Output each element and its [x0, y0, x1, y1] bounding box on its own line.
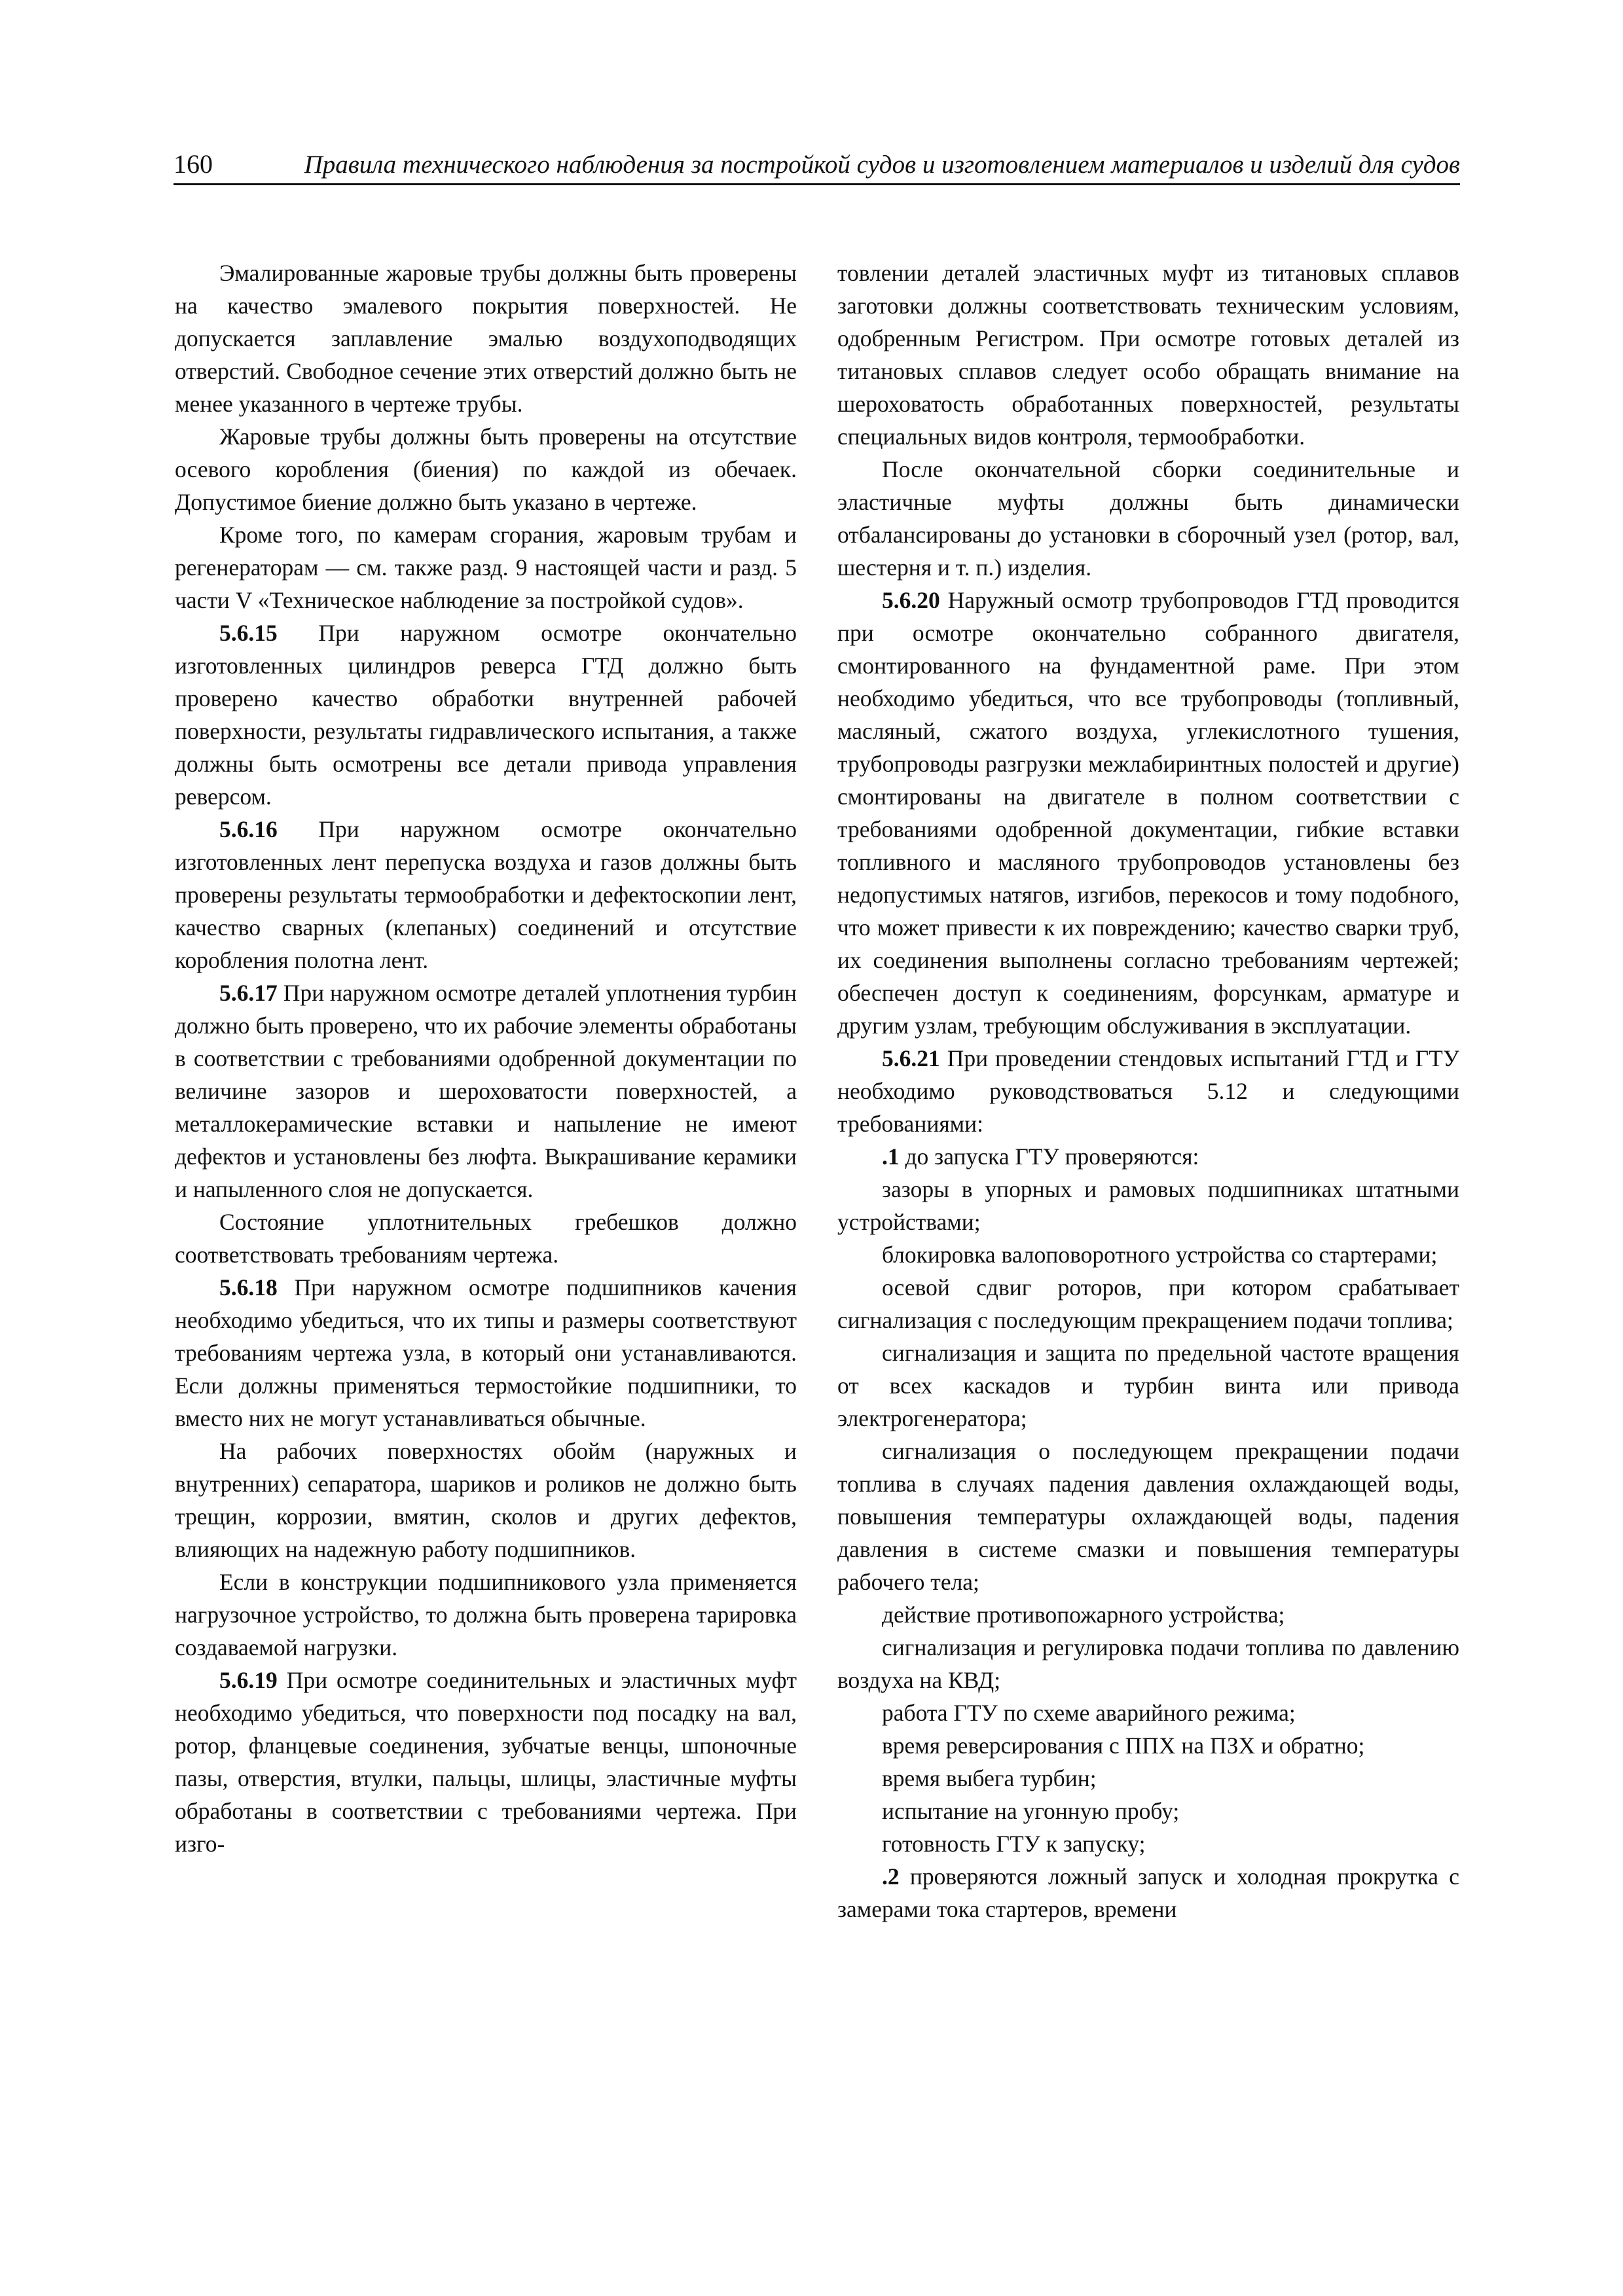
- section-5-6-19: [175, 1664, 797, 1860]
- section-text: При наружном осмотре деталей уплотнения турбин должно быть проверено, что их рабочие элементы обработаны в соответствии с требованиями одобренной документации по величине зазоров и шероховатости поверхностей, а металлокерамические вставки и напыление не имеют дефектов и установлены без люфта. Выкрашивание керамики и напыленного слоя не допускается.: [175, 980, 797, 1202]
- running-title: Правила технического наблюдения за постройкой судов и изготовлением материалов и изделий для судов: [304, 151, 1460, 179]
- check-item: действие противопожарного устройства;: [882, 1602, 1285, 1628]
- paragraph: Если в конструкции подшипникового узла применяется нагрузочное устройство, то должна быть проверена тарировка создаваемой нагрузки.: [175, 1569, 797, 1660]
- paragraph: Состояние уплотнительных гребешков должно соответствовать требованиям чертежа.: [175, 1209, 797, 1268]
- paragraph: Эмалированные жаровые трубы должны быть проверены на качество эмалевого покрытия поверхностей. Не допускается заплавление эмалью воздухоподводящих отверстий. Свободное сечение этих отверстий должно быть не менее указанного в чертеже трубы.: [175, 260, 797, 417]
- section-number: 5.6.15: [219, 620, 278, 646]
- section-text: При наружном осмотре подшипников качения необходимо убедиться, что их типы и размеры соответствуют требованиям чертежа узла, в который они устанавливаются. Если должны применяться термостойкие подшипники, то вместо них не могут устанавливаться обычные.: [175, 1274, 797, 1431]
- paragraph: На рабочих поверхностях обойм (наружных и внутренних) сепаратора, шариков и роликов не должно быть трещин, коррозии, вмятин, сколов и других дефектов, влияющих на надежную работу подшипников.: [175, 1438, 797, 1562]
- section-5-6-20: [837, 584, 1459, 1042]
- item-text: проверяются ложный запуск и холодная прокрутка с замерами тока стартеров, времени: [837, 1863, 1459, 1922]
- section-text: При проведении стендовых испытаний ГТД и ГТУ необходимо руководствоваться 5.12 и следующими требованиями:: [837, 1045, 1459, 1137]
- check-item: испытание на угонную пробу;: [882, 1798, 1180, 1824]
- paragraph: После окончательной сборки соединительные и эластичные муфты должны быть динамически отбалансированы до установки в сборочный узел (ротор, вал, шестерня и т. п.) изделия.: [837, 456, 1459, 581]
- running-header: [173, 140, 1460, 185]
- list-item-1: [837, 1140, 1459, 1173]
- check-item: готовность ГТУ к запуску;: [882, 1831, 1146, 1857]
- section-number: 5.6.18: [219, 1274, 278, 1300]
- check-item: время реверсирования с ППХ на ПЗХ и обратно;: [882, 1732, 1365, 1759]
- check-item: зазоры в упорных и рамовых подшипниках штатными устройствами;: [837, 1176, 1459, 1235]
- section-text: При наружном осмотре окончательно изготовленных цилиндров реверса ГТД должно быть проверено качество обработки внутренней рабочей поверхности, результаты гидравлического испытания, а также должны быть осмотрены все детали привода управления реверсом.: [175, 620, 797, 810]
- section-text: Наружный осмотр трубопроводов ГТД проводится при осмотре окончательно собранного двигателя, смонтированного на фундаментной раме. При этом необходимо убедиться, что все трубопроводы (топливный, масляный, сжатого воздуха, углекислотного тушения, трубопроводы разгрузки межлабиринтных полостей и другие) смонтированы на двигателе в полном соответствии с требованиями одобренной документации, гибкие вставки топливного и масляного трубопроводов установлены без недопустимых натягов, изгибов, перекосов и тому подобного, что может привести к их повреждению; качество сварки труб, их соединения выполнены согласно требованиям чертежей; обеспечен доступ к соединениям, форсункам, арматуре и другим узлам, требующим обслуживания в эксплуатации.: [837, 587, 1459, 1039]
- section-number: 5.6.17: [219, 980, 278, 1006]
- check-item: осевой сдвиг роторов, при котором срабатывает сигнализация с последующим прекращением подачи топлива;: [837, 1274, 1459, 1333]
- item-number: .1: [882, 1143, 900, 1170]
- section-number: 5.6.20: [882, 587, 940, 613]
- section-5-6-15: [175, 617, 797, 813]
- paragraph: Жаровые трубы должны быть проверены на отсутствие осевого коробления (биения) по каждой из обечаек. Допустимое биение должно быть указано в чертеже.: [175, 423, 797, 515]
- section-5-6-18: [175, 1271, 797, 1435]
- section-number: 5.6.21: [882, 1045, 940, 1071]
- check-item: сигнализация о последующем прекращении подачи топлива в случаях падения давления охлаждающей воды, повышения температуры охлаждающей воды, падения давления в системе смазки и повышения температуры рабочего тела;: [837, 1438, 1459, 1595]
- section-number: 5.6.16: [219, 816, 278, 842]
- section-text: При осмотре соединительных и эластичных муфт необходимо убедиться, что поверхности под посадку на вал, ротор, фланцевые соединения, зубчатые венцы, шпоночные пазы, отверстия, втулки, пальцы, шлицы, эластичные муфты обработаны в соответствии с требованиями чертежа. При изго-: [175, 1667, 797, 1857]
- check-item: работа ГТУ по схеме аварийного режима;: [882, 1700, 1296, 1726]
- check-item: сигнализация и защита по предельной частоте вращения от всех каскадов и турбин винта или привода электрогенератора;: [837, 1340, 1459, 1431]
- page-number: 160: [173, 149, 213, 179]
- section-text: При наружном осмотре окончательно изготовленных лент перепуска воздуха и газов должны быть проверены результаты термообработки и дефектоскопии лент, качество сварных (клепаных) соединений и отсутствие коробления полотна лент.: [175, 816, 797, 973]
- item-number: .2: [882, 1863, 900, 1890]
- section-5-6-17: [175, 977, 797, 1206]
- paragraph-continued: товлении деталей эластичных муфт из титановых сплавов заготовки должны соответствовать техническим условиям, одобренным Регистром. При осмотре готовых деталей из титановых сплавов следует особо обращать внимание на шероховатость обработанных поверхностей, результаты специальных видов контроля, термообработки.: [837, 260, 1459, 450]
- check-item: сигнализация и регулировка подачи топлива по давлению воздуха на КВД;: [837, 1634, 1459, 1693]
- check-item: блокировка валоповоротного устройства со стартерами;: [882, 1242, 1438, 1268]
- section-5-6-16: [175, 813, 797, 977]
- item-text: до запуска ГТУ проверяются:: [899, 1143, 1199, 1170]
- section-5-6-21: [837, 1042, 1459, 1140]
- right-column: [837, 257, 1459, 1926]
- section-number: 5.6.19: [219, 1667, 278, 1693]
- paragraph: Кроме того, по камерам сгорания, жаровым трубам и регенераторам — см. также разд. 9 настоящей части и разд. 5 части V «Техническое наблюдение за постройкой судов».: [175, 522, 797, 613]
- left-column: [175, 257, 797, 1860]
- check-item: время выбега турбин;: [882, 1765, 1097, 1791]
- list-item-2: [837, 1860, 1459, 1926]
